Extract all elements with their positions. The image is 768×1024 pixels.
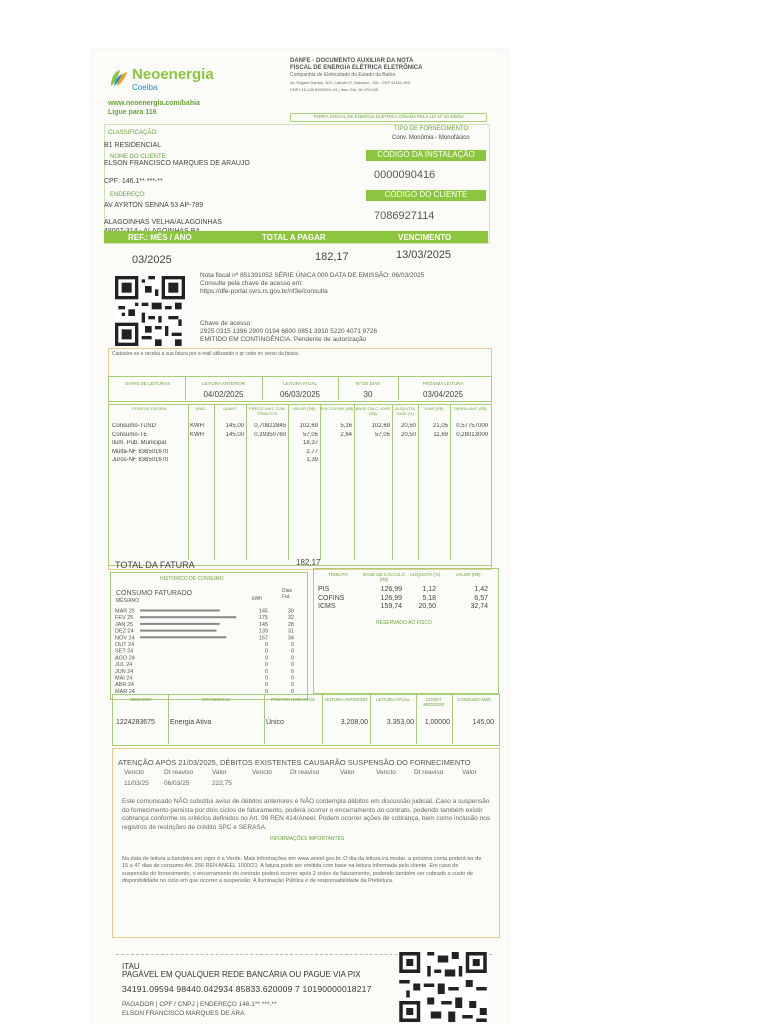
consumo-label: CONSUMO FATURADO: [116, 590, 193, 597]
history-month-label: MAR 25: [115, 608, 135, 615]
items-cell: KWH: [190, 431, 204, 438]
total-value: 182,17: [315, 251, 349, 263]
items-cell: 20,50: [400, 431, 416, 438]
warning-title: ATENÇÃO APÓS 21/03/2025, DÉBITOS EXISTENTES CAUSARÃO SUSPENSÃO DO FORNECIMENTO: [118, 758, 471, 767]
history-month-label: JUN 24: [115, 668, 134, 675]
table-divider: [264, 694, 265, 744]
info-text: Na data de leitura a bandeira em vigor é a Verde. Mais informações em www.aneel.gov.br. O dia da leitura irá mudar, a próxima conta poderá ter de 15 a 47 dias de consumo Art. 266 REN ANEEL 1000/21. A fatura pode ser emitida com base na leitura informada pelo cliente. Em caso de suspensão do fornecimento, o encerramento do contrato poderá ocorrer após 2 ciclos de faturamento, podendo também ser cobrado o custo de disponibilidade no ciclo em que ocorrer a suspensão. A iluminação Pública é de responsabilidade da Prefeitura.: [122, 856, 482, 885]
history-month-label: JAN 25: [115, 621, 134, 628]
history-kwh: 157: [258, 635, 268, 642]
name-value: ELSON FRANCISCO MARQUES DE ARAUJO: [104, 160, 250, 167]
nota-info: [200, 272, 424, 296]
meter-value: 1224283675: [116, 719, 155, 726]
items-cell: 0,70822845: [254, 423, 286, 429]
warning-column-label: Vencto: [376, 769, 396, 776]
history-month-label: NOV 24: [115, 635, 135, 642]
history-days: 0: [290, 648, 294, 655]
history-month-label: MAI 24: [115, 675, 133, 682]
readings-value: 03/04/2025: [422, 390, 464, 399]
items-cell: 2,77: [306, 448, 318, 455]
classification-label: CLASSIFICAÇÃO:: [108, 130, 158, 136]
client-code-label: CÓDIGO DO CLIENTE: [366, 190, 486, 201]
logo-name: Neoenergia: [132, 66, 214, 83]
meter-header: GRANDEZAS: [201, 697, 230, 702]
history-days: 32: [287, 615, 294, 622]
warning-column-label: Vencto: [124, 769, 144, 776]
items-cell: 5,16: [340, 423, 352, 429]
bank-name: ITAU: [122, 962, 140, 971]
ref-value: 03/2025: [132, 254, 172, 266]
tributos-cell: 126,99: [380, 594, 402, 602]
table-divider: [452, 694, 453, 744]
readings-value: 06/03/2025: [279, 390, 321, 399]
meter-header: CONSUMO kWh: [457, 697, 491, 702]
pix-qr-code-icon: [398, 952, 488, 1022]
history-kwh: 0: [264, 682, 268, 689]
items-cell: 2,84: [340, 431, 352, 438]
table-divider: [450, 404, 451, 560]
danfe-title-1: DANFE - DOCUMENTO AUXILIAR DA NOTA: [290, 58, 414, 64]
warning-column-value: 222,75: [212, 780, 232, 787]
items-cell: Consumo-TE: [112, 431, 148, 438]
supply-type-label: TIPO DE FORNECIMENTO:: [394, 126, 470, 132]
readings-header: LEITURA ANTERIOR: [201, 381, 245, 386]
history-bar: [140, 636, 226, 638]
history-kwh: 175: [258, 615, 268, 622]
history-days: 34: [287, 635, 294, 642]
history-days: 0: [290, 688, 294, 695]
nota-link[interactable]: https://dfe-portal.svrs.rs.gov.br/nf3e/consulta: [200, 288, 328, 295]
table-divider: [418, 404, 419, 560]
tributos-header: TRIBUTO: [328, 572, 348, 577]
items-cell: 20,50: [400, 423, 416, 429]
history-days: 0: [290, 675, 294, 682]
items-cell: KWH: [190, 423, 204, 429]
table-divider: [214, 404, 215, 560]
meter-header: LEITURA ATUAL: [376, 697, 410, 702]
address-line-1: AV AYRTON SENNA 53 AP-789: [104, 202, 204, 209]
readings-header: Nº DE DIAS: [355, 381, 381, 386]
nota-line-2: Consulte pela chave de acesso em:: [200, 280, 303, 287]
history-month-label: ABR 24: [115, 682, 134, 689]
history-month-label: JUL 24: [115, 662, 133, 669]
payer-name: ELSON FRANCISCO MARQUES DE ARA: [122, 1010, 245, 1017]
payer-label: PAGADOR | CPF / CNPJ | ENDEREÇO 146.1** ***-**: [122, 1001, 277, 1008]
table-divider: [320, 404, 321, 560]
history-days: 0: [290, 642, 294, 648]
items-header: QUANT.: [222, 406, 238, 411]
supply-type-value: Conv. Monômia - Monofásico: [392, 135, 470, 141]
history-month-label: MAR 24: [115, 688, 135, 695]
history-bar: [140, 623, 220, 625]
history-month-label: FEV 25: [115, 615, 134, 622]
history-kwh: 145: [258, 621, 268, 628]
total-label: TOTAL A PAGAR: [262, 233, 326, 242]
warning-box: [112, 748, 500, 938]
readings-header: LEITURA ATUAL: [283, 381, 317, 386]
warning-column-label: Dt reaviso: [414, 769, 444, 776]
due-value: 13/03/2025: [396, 249, 452, 261]
tributos-cell: 6,57: [474, 594, 488, 602]
table-divider: [354, 404, 355, 560]
items-header: ICMS (R$): [424, 406, 444, 411]
info-label: INFORMAÇÕES IMPORTANTES: [270, 836, 345, 842]
history-kwh: 139: [258, 628, 268, 635]
items-cell: 18,37: [302, 440, 318, 446]
tariff-note: TARIFA SOCIAL DE ENERGIA ELÉTRICA CRIADA PELA LEI Nº 10.438/02: [290, 113, 487, 122]
qr-code-icon: [112, 276, 188, 346]
meter-header: MEDIDOR: [130, 697, 152, 702]
ref-label: REF.: MÊS / ANO: [128, 233, 192, 242]
invoice-total-value: 182,17: [296, 558, 321, 567]
tributos-cell: 1,42: [474, 586, 488, 593]
table-divider: [322, 694, 323, 744]
items-cell: 21,05: [432, 423, 448, 429]
meter-value: 1,00000: [424, 719, 450, 726]
address-label: ENDEREÇO:: [110, 192, 146, 198]
warning-column-label: Dt reaviso: [164, 769, 194, 776]
readings-header: DATAS DE LEITURAS: [124, 381, 171, 386]
items-cell: 11,69: [433, 431, 448, 438]
history-kwh: 0: [264, 648, 268, 655]
danfe-title-2: FISCAL DE ENERGIA ELÉTRICA ELETRÔNICA: [290, 65, 423, 71]
meter-value: 3.353,00: [386, 719, 414, 726]
barcode-line: 34191.09594 98440.042934 85833.620009 7 10190000018217: [122, 984, 372, 994]
history-days: 28: [287, 621, 294, 628]
access-key-label: Chave de acesso:: [200, 320, 253, 327]
items-header: PIS/ COFINS (R$): [320, 406, 354, 411]
address-line-2: ALAGOINHAS VELHA/ALAGOINHAS: [104, 219, 222, 226]
company-name: Companhia de Eletricidade do Estado da Bahia: [290, 72, 396, 78]
tributos-header: ALÍQUOTA (%): [409, 572, 441, 577]
items-cell: 0,57757000: [456, 423, 488, 429]
items-cell: 57,05: [374, 431, 390, 438]
warning-column-label: Valor: [212, 769, 227, 776]
installation-code-label: CÓDIGO DA INSTALAÇÃO: [366, 150, 486, 161]
cpf-value: CPF: 146.1** ***-**: [104, 178, 163, 185]
installation-code: 0000090416: [374, 169, 436, 181]
items-cell: 0,28013000: [456, 431, 488, 438]
tributos-cell: 159,74: [380, 603, 402, 610]
tributos-header: VALOR (R$): [455, 572, 481, 577]
tributos-cell: 32,74: [470, 603, 488, 610]
company-cnpj: CNPJ 15.139.629/0001-94 | Insc. Est. 00 475.045: [290, 87, 379, 92]
nota-line-1: Nota fiscal nº 851391052 SÉRIE ÚNICA 000 DATA DE EMISSÃO: 06/03/2025: [200, 272, 425, 279]
warning-text: Este comunicado NÃO substitui aviso de débitos anteriores e NÃO contempla débitos em discussão judicial. Caso a suspensão do fornecimento persista por dois ciclos de faturamento, poderá ocorrer o encerramento do contrato, podendo também existir cobrança conforme os critérios definidos no Art. 99 REN 414/Aneel. Podem ocorrer ações de cobrança, bem como inclusão nos registros de restrições de crédito SPC e SERASA.: [122, 798, 491, 831]
warning-column-label: Vencto: [252, 769, 272, 776]
readings-value: 04/02/2025: [203, 390, 244, 399]
client-code: 7086927114: [374, 210, 435, 222]
history-days: 0: [290, 655, 294, 662]
warning-column-label: Dt reaviso: [290, 769, 320, 776]
notice-text: Cadastre-se e receba a sua fatura por e-mail utilizando o qr code no verso da fatura: [112, 351, 298, 357]
items-cell: Juros-NF 836501670: [112, 457, 169, 463]
neoenergia-logo: [108, 66, 218, 96]
meter-value: Único: [266, 719, 284, 726]
history-bar: [140, 630, 216, 632]
items-header: TARIFA UNIT. (R$): [453, 406, 487, 411]
logo-leaf-icon: [108, 68, 130, 88]
items-cell: 1,39: [306, 457, 318, 463]
history-kwh: 0: [264, 688, 268, 695]
history-title: HISTÓRICO DE CONSUMO: [160, 576, 224, 582]
meter-value: 145,00: [472, 719, 494, 726]
tributos-cell: ICMS: [318, 603, 336, 610]
history-month-label: AGO 24: [115, 655, 135, 662]
items-cell: Consumo-TUSD: [112, 423, 157, 429]
reserved-label: RESERVADO AO FISCO: [376, 620, 432, 626]
website[interactable]: www.neoenergia.com/bahia: [108, 100, 200, 107]
history-days: 0: [290, 668, 294, 675]
items-cell: Multa-NF 836501670: [112, 448, 169, 455]
items-header: BASE CÁLC. ICMS (R$): [355, 406, 391, 416]
history-bar: [140, 610, 220, 612]
items-cell: 0,39350760: [254, 431, 286, 438]
warning-column-value: 11/03/25: [124, 780, 149, 787]
meter-value: Energia Ativa: [170, 719, 212, 726]
payment-line: PAGÁVEL EM QUALQUER REDE BANCÁRIA OU PAGUE VIA PIX: [122, 970, 361, 979]
kwh-label: kWh: [252, 596, 262, 602]
history-kwh: 0: [264, 675, 268, 682]
phone: Ligue para 116: [108, 109, 157, 116]
table-divider: [168, 694, 169, 744]
items-header: UNID.: [195, 406, 207, 411]
tributos-cell: PIS: [318, 586, 330, 593]
items-cell: 57,05: [302, 431, 318, 438]
table-divider: [370, 694, 371, 744]
warning-column-label: Valor: [340, 769, 355, 776]
tributos-cell: COFINS: [318, 594, 345, 602]
meter-header: POSTOS HORÁRIOS: [271, 697, 315, 702]
history-kwh: 0: [264, 662, 268, 669]
danfe-header: [290, 58, 500, 93]
logo-sub: Coelba: [132, 83, 158, 92]
history-month-label: OUT 24: [115, 642, 135, 648]
history-month-label: SET 24: [115, 648, 134, 655]
classification-value: B1 RESIDENCIAL: [104, 142, 162, 149]
days-label: Dias Fat.: [282, 588, 293, 600]
access-key-value: 2925 0315 1396 2900 0194 6600 0851 3910 5220 4071 9726: [200, 328, 378, 335]
history-chart: [112, 605, 304, 697]
access-key: [200, 320, 377, 344]
name-label: NOME DO CLIENTE:: [110, 154, 168, 160]
table-divider: [288, 404, 289, 560]
meter-header: LEITURA ANTERIOR: [324, 697, 368, 702]
table-divider: [188, 404, 189, 560]
month-label: MÊS/ANO: [116, 598, 140, 604]
history-days: 31: [287, 628, 294, 635]
company-address: Av. Edgard Santos, 300, Cabula VI, Salvador - BA - CEP 41181-900: [290, 80, 410, 85]
tributos-cell: 126,99: [380, 586, 402, 593]
readings-header: PRÓXIMA LEITURA: [422, 381, 464, 386]
history-month-label: DEZ 24: [115, 628, 134, 635]
invoice-total-label: TOTAL DA FATURA: [115, 560, 195, 570]
history-kwh: 145: [258, 608, 268, 615]
meter-value: 3.208,00: [340, 719, 368, 726]
history-kwh: 0: [264, 642, 268, 648]
warning-column-value: 06/03/25: [164, 780, 190, 787]
meter-header: CONST. MEDIDOR: [423, 697, 445, 707]
items-cell: 102,69: [371, 423, 390, 429]
history-days: 0: [290, 682, 294, 689]
contingency-note: EMITIDO EM CONTINGÊNCIA. Pendente de autorização: [200, 336, 367, 343]
table-divider: [416, 694, 417, 744]
items-header: PREÇO UNIT. COM TRIBUTOS: [249, 406, 285, 416]
table-divider: [246, 404, 247, 560]
items-cell: 145,00: [225, 423, 244, 429]
history-days: 0: [290, 662, 294, 669]
items-cell: 145,00: [225, 431, 244, 438]
tributos-header: BASE DE CÁLCULO (R$): [362, 572, 405, 582]
items-cell: 102,69: [299, 423, 318, 429]
items-header: ALÍQUOTA ICMS (%): [395, 406, 415, 416]
warning-column-label: Valor: [462, 769, 477, 776]
history-days: 30: [287, 608, 294, 615]
history-bar: [140, 616, 236, 618]
tributos-cell: 5,18: [422, 594, 436, 602]
tributos-cell: 20,50: [418, 603, 436, 610]
items-header: VALOR (R$): [292, 406, 316, 411]
history-kwh: 0: [264, 668, 268, 675]
items-cell: Ilum. Pub. Municipal: [112, 440, 167, 446]
history-kwh: 0: [264, 655, 268, 662]
items-header: ITENS DE FATURA: [131, 406, 167, 411]
readings-value: 30: [363, 390, 373, 399]
table-divider: [392, 404, 393, 560]
due-label: VENCIMENTO: [398, 233, 452, 242]
tributos-cell: 1,12: [422, 586, 436, 593]
